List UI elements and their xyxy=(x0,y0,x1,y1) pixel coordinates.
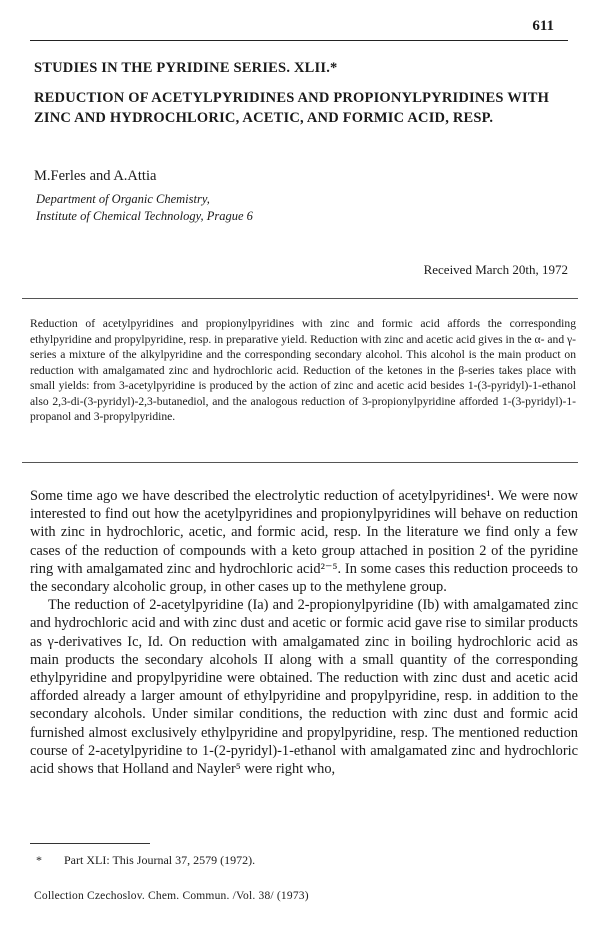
page-number: 611 xyxy=(532,18,554,34)
footnote-rule xyxy=(30,843,150,844)
abstract-rule-top xyxy=(22,298,578,299)
abstract: Reduction of acetylpyridines and propionylpyridines with zinc and formic acid affords the corresponding ethylpyridine and propylpyridine, resp. in preparative yield. Reduction with zinc and acetic acid gives in the α- and γ-series a mixture of the alkylpyridine and the corresponding secondary alcohol. This alcohol is the main product on reduction with amalgamated zinc and hydrochloric acid. Reduction of the ketones in the β-series takes place with small yields: from 3-acetylpyridine is produced by the action of zinc and acetic acid besides 1-(3-pyridyl)-1-ethanol also 2,3-di-(3-pyridyl)-2,3-butanediol, and the analogous reduction of 3-propionylpyridine afforded 1-(3-pyridyl)-1-propanol and 3-propylpyridine. xyxy=(30,317,576,423)
body-text xyxy=(30,487,578,778)
journal-footer: Collection Czechoslov. Chem. Commun. /Vol. 38/ (1973) xyxy=(34,890,309,902)
footnote-text: Part XLI: This Journal 37, 2579 (1972). xyxy=(64,853,256,867)
body-paragraph-1: Some time ago we have described the electrolytic reduction of acetylpyridines¹. We were now interested to find out how the acetylpyridines and propionylpyridines will behave on reduction with zinc in hydrochloric, acetic, and formic acid, resp. In the literature we find only a few cases of the reduction of compounds with a keto group attached in position 2 of the pyridine ring with amalgamated zinc and hydrochloric acid²⁻⁵. In some cases this reduction proceeds to the secondary alcoholic group, in other cases up to the methylene group. xyxy=(30,488,578,596)
affiliation xyxy=(36,191,253,225)
affiliation-department: Department of Organic Chemistry, xyxy=(36,192,210,206)
article-title: REDUCTION OF ACETYLPYRIDINES AND PROPIONYLPYRIDINES WITH ZINC AND HYDROCHLORIC, ACETIC, AND FORMIC ACID, RESP. xyxy=(34,90,550,126)
affiliation-institute: Institute of Chemical Technology, Prague 6 xyxy=(36,209,253,223)
abstract-rule-bottom xyxy=(22,462,578,463)
body-paragraph-2: The reduction of 2-acetylpyridine (Ia) and 2-propionylpyridine (Ib) with amalgamated zinc and hydrochloric acid and with zinc dust and acetic or formic acid gave rise to similar products as γ-derivatives Ic, Id. On reduction with amalgamated zinc in boiling hydrochloric acid as main products the secondary alcohols II along with a small quantity of the corresponding ethylpyridine and propylpyridine were obtained. The reduction with zinc dust and acetic acid afforded already a larger amount of ethylpyridine and propylpyridine, resp. in addition to the secondary alcohols. Under similar conditions, the reduction with zinc dust and formic acid furnished almost exclusively ethylpyridine and propylpyridine, resp. The mentioned reduction course of 2-acetylpyridine to 1-(2-pyridyl)-1-ethanol with amalgamated zinc and hydrochloric acid shows that Holland and Nayler⁵ were right who, xyxy=(30,597,578,778)
series-title: STUDIES IN THE PYRIDINE SERIES. XLII.* xyxy=(34,60,338,76)
authors: M.Ferles and A.Attia xyxy=(34,168,157,184)
header-rule xyxy=(30,40,568,41)
footnote xyxy=(36,853,255,868)
footnote-mark: * xyxy=(36,853,42,867)
received-date: Received March 20th, 1972 xyxy=(423,262,568,277)
